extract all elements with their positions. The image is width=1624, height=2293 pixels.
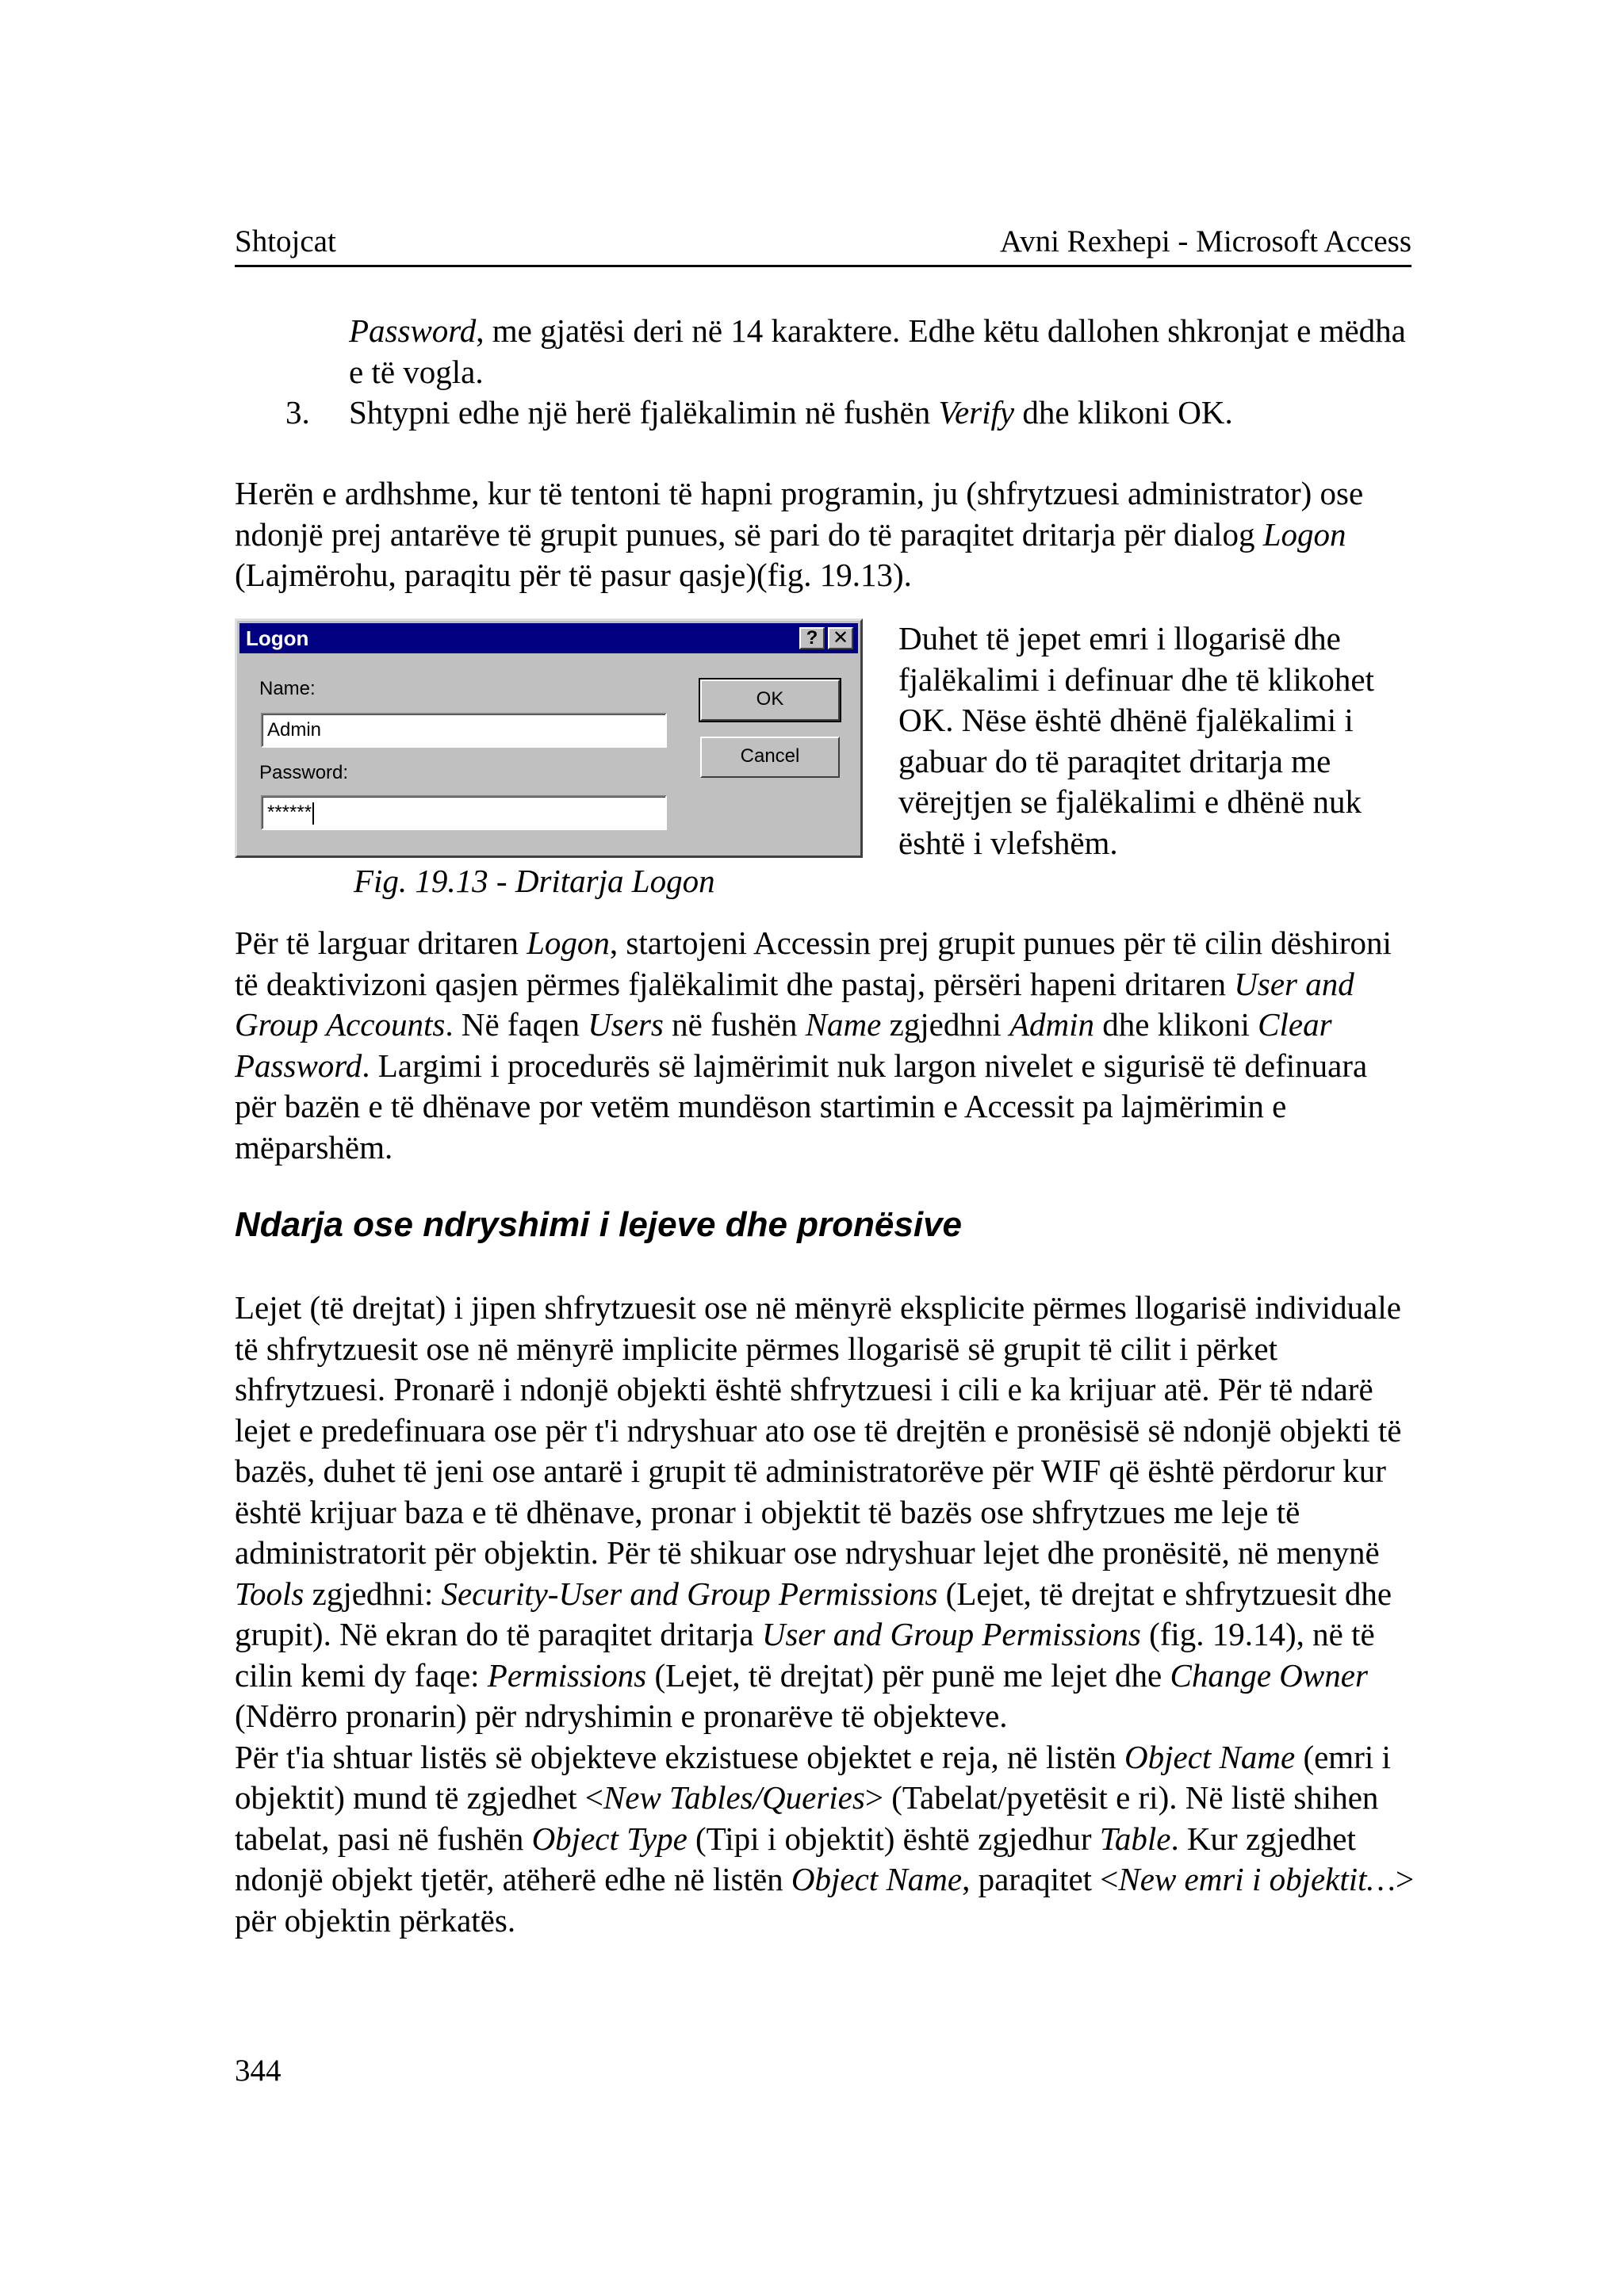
password-label: Password: — [259, 762, 349, 783]
dialog-titlebar — [239, 623, 858, 653]
page-number: 344 — [235, 2054, 282, 2088]
header-book-title: Avni Rexhepi - Microsoft Access — [999, 224, 1411, 258]
paragraph-remove-logon: Për të larguar dritaren Logon, startojeni Accessin prej grupit punues për të cilin dëshironi të deaktivizoni qasjen përmes fjalëkalimit dhe pastaj, përsëri hapeni dritaren User and Group Accounts. Në faqen Users në fushën Name zgjedhni Admin dhe klikoni Clear Password. Largimi i procedurës së lajmërimit nuk largon nivelet e sigurisë të definuara për bazën e të dhënave por vetëm mundëson startimin e Accessit pa lajmërimin e mëparshëm. — [235, 924, 1392, 1166]
password-field[interactable]: ****** — [261, 795, 667, 830]
help-button[interactable]: ? — [799, 627, 825, 649]
paragraph-permissions: Lejet (të drejtat) i jipen shfrytzuesit ose në mënyrë eksplicite përmes llogarisë individuale të shfrytzuesit ose në mënyrë implicite përmes llogarisë së grupit të cilit i përket shfrytzuesi. Pronarë i ndonjë objekti është shfrytzuesi i cili e ka krijuar atë. Për të ndarë lejet e predefinuara ose për t'i ndryshuar ato ose të drejtën e pronësisë së ndonjë objekti të bazës, duhet të jeni ose antarë i grupit të administratorëve për WIF që është përdorur kur është krijuar baza e të dhënave, pronar i objektit të bazës ose shfrytzues me leje të administratorit për objektin. Për të shikuar ose ndryshuar lejet dhe pronësitë, në menynë Tools zgjedhni: Security-User and Group Permissions (Lejet, të drejtat e shfrytzuesit dhe grupit). Në ekran do të paraqitet dritarja User and Group Permissions (fig. 19.14), në të cilin kemi dy faqe: Permissions (Lejet, të drejtat) për punë me lejet dhe Change Owner (Ndërro pronarin) për ndryshimin e pronarëve të objekteve. Për t'ia shtuar listës së objekteve ekzistuese objektet e reja, në listën Object Name (emri i objektit) mund të zgjedhet <New Tables/Queries> (Tabelat/pyetësit e ri). Në listë shihen tabelat, pasi në fushën Object Type (Tipi i objektit) është zgjedhur Table. Kur zgjedhet ndonjë objekt tjetër, atëherë edhe në listën Object Name, paraqitet <New emri i objektit…> për objektin përkatës. — [235, 1289, 1415, 1939]
dialog-title: Logon — [246, 626, 309, 650]
list-item-continuation: Password, me gjatësi deri në 14 karaktere. Edhe këtu dallohen shkronjat e mëdha e të vogla. — [349, 312, 1406, 390]
running-header — [235, 224, 1411, 267]
paragraph-side-note: Duhet të jepet emri i llogarisë dhe fjalëkalimi i definuar dhe të klikohet OK. Nëse është dhënë fjalëkalimi i gabuar do të paraqitet dritarja me vërejtjen se fjalëkalimi e dhënë nuk është i vlefshëm. — [898, 620, 1374, 861]
list-number: 3. — [285, 394, 310, 431]
cancel-button[interactable]: Cancel — [700, 737, 840, 778]
ok-button[interactable]: OK — [700, 679, 840, 721]
list-item-text: Shtypni edhe një herë fjalëkalimin në fushën Verify dhe klikoni OK. — [349, 394, 1233, 431]
section-heading: Ndarja ose ndryshimi i lejeve dhe pronësive — [235, 1205, 963, 1244]
name-field[interactable]: Admin — [261, 713, 667, 748]
figure-caption: Fig. 19.13 - Dritarja Logon — [354, 863, 715, 899]
paragraph-logon-intro: Herën e ardhshme, kur të tentoni të hapni programin, ju (shfrytzuesi administrator) ose ndonjë prej antarëve të grupit punues, së pari do të paraqitet dritarja për dialog Logon (Lajmërohu, paraqitu për të pasur qasje)(fig. 19.13). — [235, 475, 1364, 593]
close-icon[interactable]: ✕ — [828, 627, 853, 649]
logon-dialog — [235, 618, 863, 858]
text-caret — [312, 802, 314, 825]
header-section-title: Shtojcat — [235, 224, 336, 258]
name-label: Name: — [259, 678, 316, 699]
